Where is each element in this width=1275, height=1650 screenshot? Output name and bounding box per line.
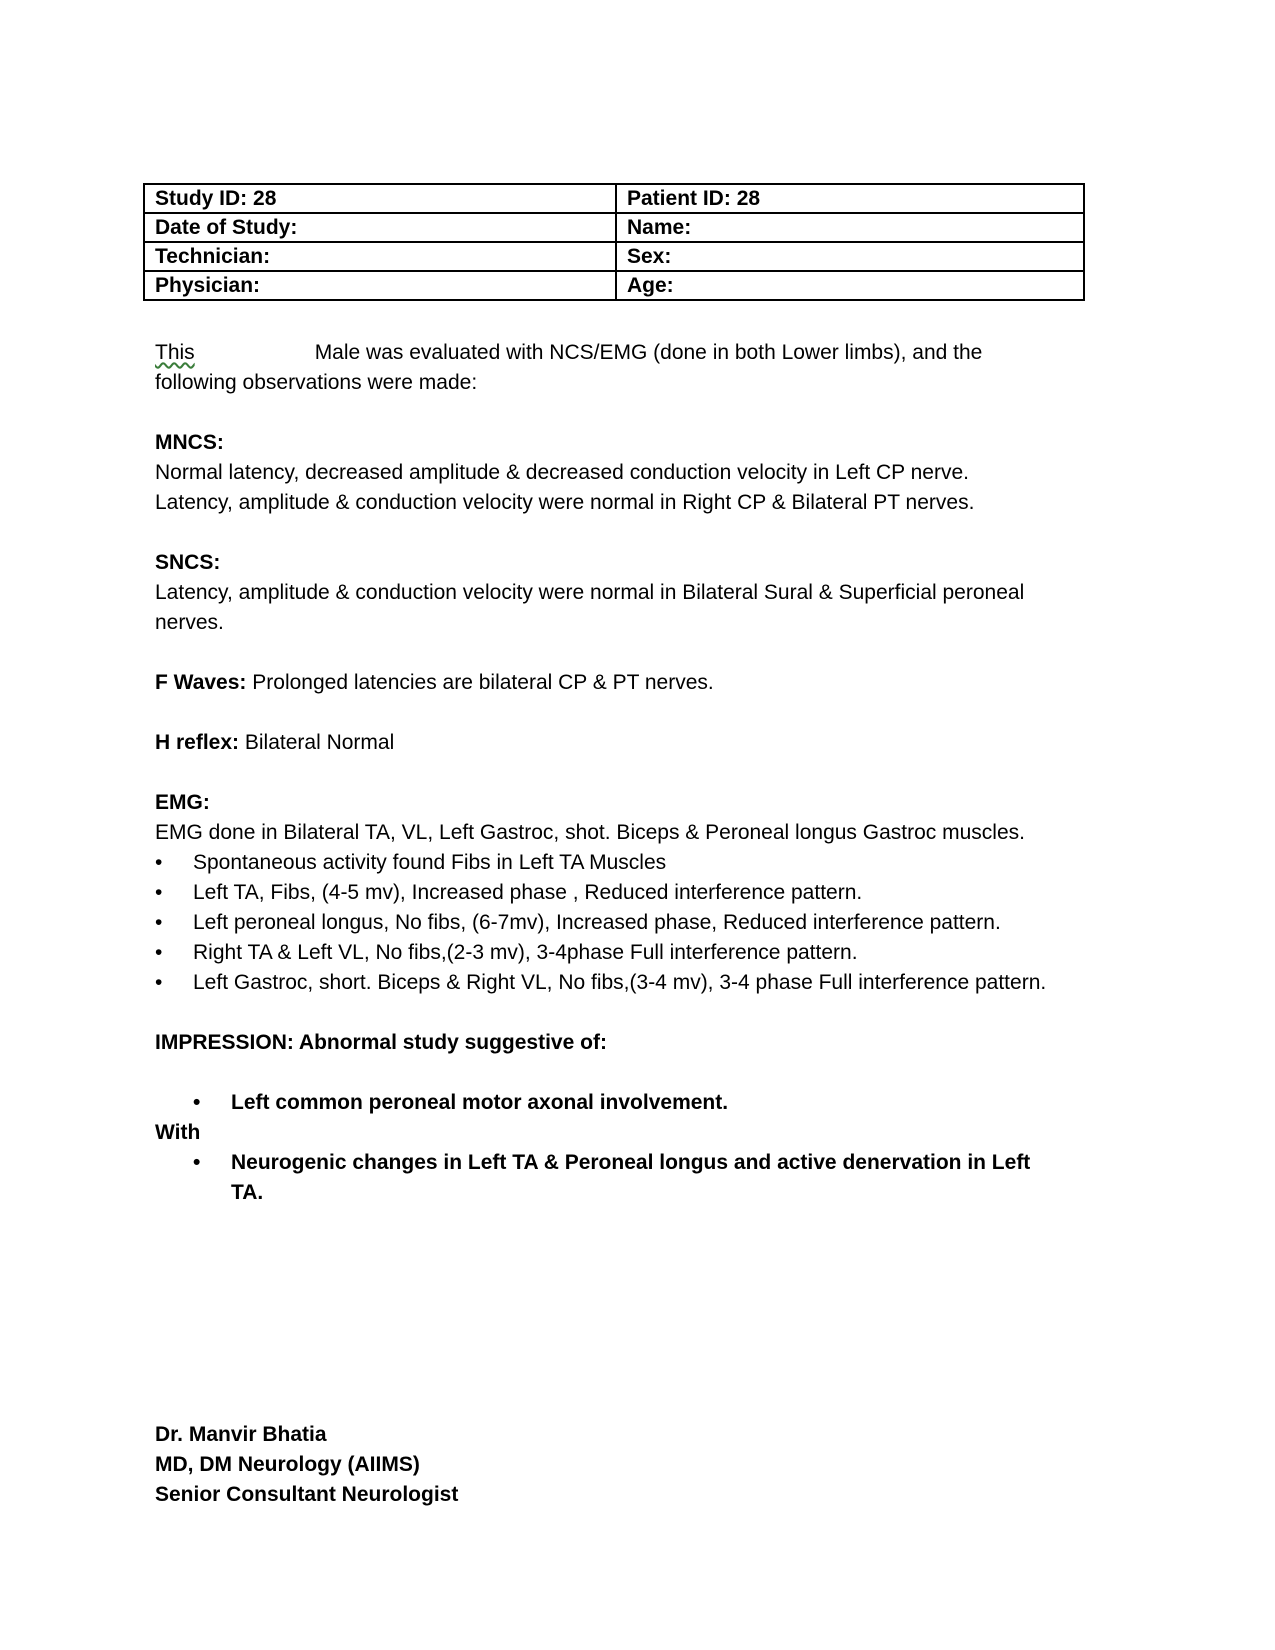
list-item: • Left common peroneal motor axonal involvement. — [155, 1088, 1051, 1118]
emg-intro: EMG done in Bilateral TA, VL, Left Gastroc, shot. Biceps & Peroneal longus Gastroc muscles. — [155, 821, 1025, 844]
technician-cell — [144, 242, 616, 271]
patient-id-cell — [616, 184, 1084, 213]
mncs-line-1: Normal latency, decreased amplitude & decreased conduction velocity in Left CP nerve. — [155, 461, 969, 484]
mncs-line-2: Latency, amplitude & conduction velocity were normal in Right CP & Bilateral PT nerves. — [155, 491, 975, 514]
emg-findings-list — [155, 848, 1075, 998]
intro-line-2: following observations were made: — [155, 371, 478, 394]
physician-cell — [144, 271, 616, 300]
date-of-study-label: Date of Study: — [155, 216, 298, 239]
name-cell — [616, 213, 1084, 242]
technician-label: Technician: — [155, 245, 271, 268]
physician-label: Physician: — [155, 274, 261, 297]
study-id-label: Study ID: — [155, 187, 248, 210]
f-waves-paragraph — [155, 668, 1075, 698]
impression-with: With — [155, 1121, 201, 1144]
signature-block — [155, 1420, 458, 1510]
sex-cell — [616, 242, 1084, 271]
h-reflex-heading: H reflex: — [155, 731, 240, 754]
patient-id-label: Patient ID: — [627, 187, 731, 210]
report-body — [155, 338, 1075, 1208]
sncs-text: Latency, amplitude & conduction velocity were normal in Bilateral Sural & Superficial peroneal nerves. — [155, 581, 1025, 634]
impression-list-1 — [155, 1088, 1075, 1118]
impression-list-2 — [155, 1148, 1075, 1208]
age-cell — [616, 271, 1084, 300]
intro-paragraph — [155, 338, 1075, 398]
study-info-table — [143, 183, 1085, 301]
intro-this-word: This — [155, 341, 195, 364]
study-id-cell — [144, 184, 616, 213]
list-item: • Right TA & Left VL, No fibs,(2-3 mv), 3-4phase Full interference pattern. — [155, 938, 1075, 968]
table-row — [144, 242, 1084, 271]
study-id-value: 28 — [253, 187, 277, 210]
impression-heading: IMPRESSION: Abnormal study suggestive of: — [155, 1031, 607, 1054]
redacted-field — [266, 275, 566, 297]
list-item: • Left peroneal longus, No fibs, (6-7mv), Increased phase, Reduced interference pattern. — [155, 908, 1075, 938]
sex-label: Sex: — [627, 245, 672, 268]
intro-line-1: Male was evaluated with NCS/EMG (done in both Lower limbs), and the — [314, 341, 983, 364]
sncs-heading: SNCS: — [155, 551, 221, 574]
emg-heading: EMG: — [155, 791, 210, 814]
list-item: • Left Gastroc, short. Biceps & Right VL, No fibs,(3-4 mv), 3-4 phase Full interference pattern. — [155, 968, 1075, 998]
f-waves-text: Prolonged latencies are bilateral CP & PT nerves. — [252, 671, 714, 694]
signature-title: Senior Consultant Neurologist — [155, 1483, 459, 1506]
patient-id-value: 28 — [736, 187, 761, 210]
signature-degree: MD, DM Neurology (AIIMS) — [155, 1453, 420, 1476]
mncs-heading: MNCS: — [155, 431, 224, 454]
list-item: • Neurogenic changes in Left TA & Peroneal longus and active denervation in Left TA. — [155, 1148, 1051, 1208]
table-row — [144, 271, 1084, 300]
age-label: Age: — [627, 274, 674, 297]
table-row — [144, 184, 1084, 213]
name-label: Name: — [627, 216, 692, 239]
date-of-study-cell — [144, 213, 616, 242]
f-waves-heading: F Waves: — [155, 671, 247, 694]
h-reflex-text: Bilateral Normal — [244, 731, 395, 754]
h-reflex-paragraph — [155, 728, 1075, 758]
list-item: • Spontaneous activity found Fibs in Left TA Muscles — [155, 848, 1075, 878]
table-row — [144, 213, 1084, 242]
signature-name: Dr. Manvir Bhatia — [155, 1423, 327, 1446]
list-item: • Left TA, Fibs, (4-5 mv), Increased phase , Reduced interference pattern. — [155, 878, 1075, 908]
